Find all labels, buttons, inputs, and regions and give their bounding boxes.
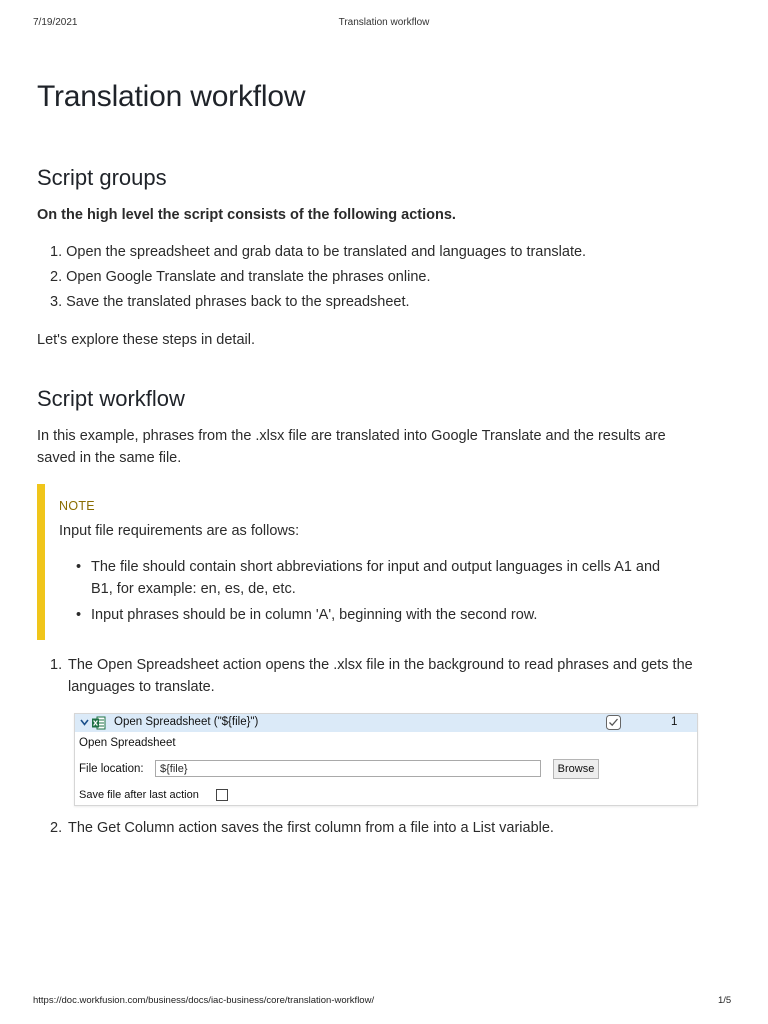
section-heading-script-groups: Script groups: [37, 165, 167, 190]
list-item-text: Open Google Translate and translate the phrases online.: [66, 269, 431, 285]
list-item: [50, 266, 430, 288]
workflow-step-number: 1.: [50, 657, 63, 673]
workflow-step-line1: The Open Spreadsheet action opens the .xlsx file in the background to read phrases and gets the: [68, 657, 693, 673]
excel-icon: [92, 716, 106, 730]
print-date: 7/19/2021: [33, 17, 78, 28]
list-item-text: Save the translated phrases back to the spreadsheet.: [66, 294, 410, 310]
open-spreadsheet-panel: [74, 713, 698, 806]
list-item: [50, 291, 410, 313]
chevron-down-icon[interactable]: [80, 719, 89, 727]
section-heading-script-workflow: Script workflow: [37, 386, 185, 411]
workflow-intro-line2: saved in the same file.: [37, 450, 182, 466]
enabled-checkbox[interactable]: [606, 715, 621, 730]
list-number: 1.: [50, 244, 67, 260]
workflow-intro-line1: In this example, phrases from the .xlsx file are translated into Google Translate and the results are: [37, 428, 666, 444]
list-number: 2.: [50, 269, 67, 285]
panel-header[interactable]: [75, 714, 697, 732]
file-location-label: File location:: [79, 763, 144, 775]
list-item: [50, 241, 586, 263]
browse-button[interactable]: Browse: [553, 759, 599, 779]
note-bullet-line2: B1, for example: en, es, de, etc.: [91, 581, 296, 597]
workflow-step-line2: languages to translate.: [68, 679, 215, 695]
note-text: Input file requirements are as follows:: [59, 523, 300, 539]
note-accent-bar: [37, 484, 45, 640]
section-outro: Let's explore these steps in detail.: [37, 332, 255, 348]
note-label: NOTE: [59, 499, 95, 513]
note-bullet: [91, 556, 660, 600]
list-item-text: Open the spreadsheet and grab data to be translated and languages to translate.: [66, 244, 587, 260]
note-bullet-line1: The file should contain short abbreviations for input and output languages in cells A1 and: [91, 559, 661, 575]
note-bullet-line1: Input phrases should be in column 'A', beginning with the second row.: [91, 607, 538, 623]
list-number: 3.: [50, 294, 67, 310]
print-header-title: Translation workflow: [338, 17, 430, 28]
workflow-step-line1: The Get Column action saves the first column from a file into a List variable.: [68, 820, 554, 836]
panel-title: Open Spreadsheet ("${file}"): [114, 716, 259, 728]
row-number: 1: [671, 716, 678, 728]
workflow-step-number: 2.: [50, 820, 63, 836]
save-file-checkbox[interactable]: [216, 789, 228, 801]
print-page-number: 1/5: [718, 995, 732, 1006]
save-file-label: Save file after last action: [79, 789, 199, 801]
page-title: Translation workflow: [37, 80, 306, 113]
print-footer-url: https://doc.workfusion.com/business/docs/iac-business/core/translation-workflow/: [33, 995, 375, 1006]
panel-subtitle: Open Spreadsheet: [79, 737, 176, 749]
file-location-input[interactable]: ${file}: [155, 760, 541, 777]
section-intro: On the high level the script consists of the following actions.: [37, 207, 456, 223]
note-bullet: [91, 604, 537, 626]
